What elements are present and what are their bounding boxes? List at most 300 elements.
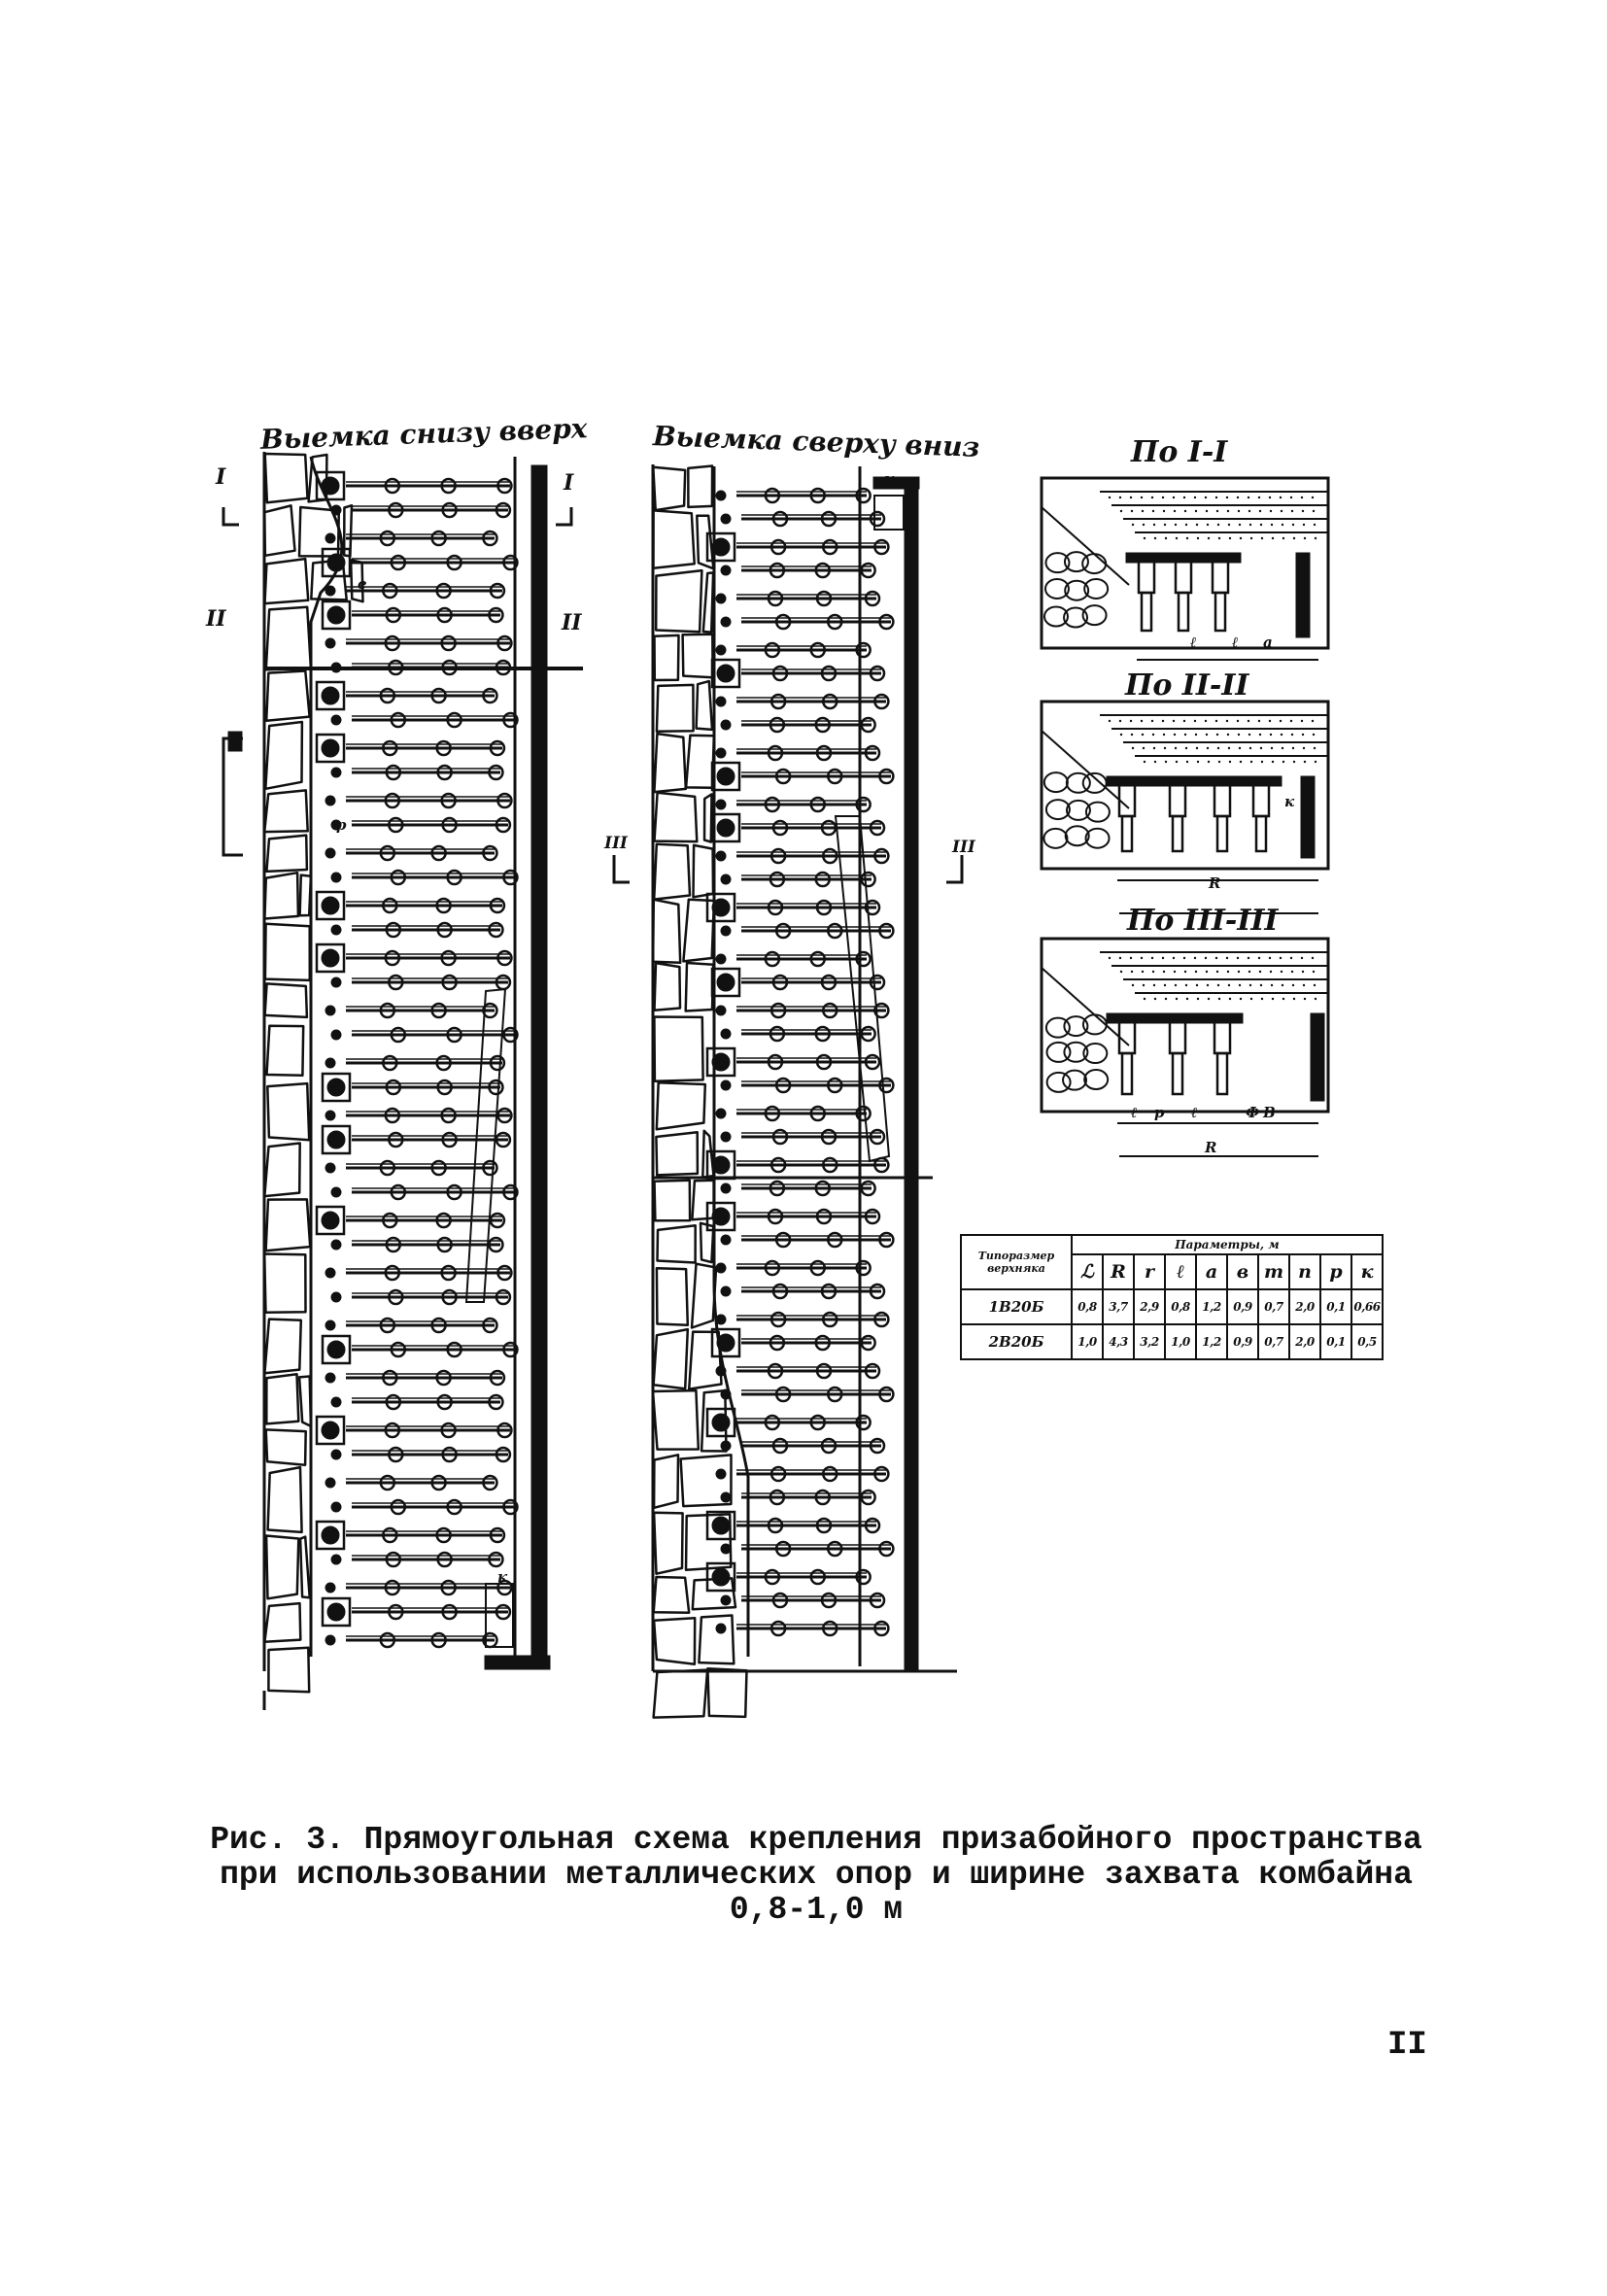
conveyor-base (486, 1657, 549, 1668)
stratum-dot (1130, 497, 1132, 498)
support-dot (718, 975, 734, 990)
rubble-stone (1083, 773, 1107, 793)
marker-block (229, 733, 241, 750)
stratum-dot (1215, 957, 1217, 959)
stratum-dot (1282, 761, 1284, 763)
dim-label-p: р (336, 816, 347, 834)
rubble-stone (1084, 1070, 1108, 1089)
rubble-stone (1047, 1073, 1071, 1092)
stratum-dot (1237, 957, 1239, 959)
stratum-dot (1216, 510, 1218, 512)
row-header-cell: Типоразмер верхняка (961, 1235, 1072, 1289)
stratum-dot (1143, 984, 1145, 986)
stratum-dot (1186, 998, 1188, 1000)
stratum-dot (1132, 747, 1134, 749)
gob-rubble (688, 466, 712, 507)
prop-lower (1173, 1053, 1182, 1094)
support-dot (713, 900, 729, 915)
section-title-2: По II-II (1125, 668, 1249, 703)
symbol-cell: a (1196, 1254, 1227, 1289)
rubble-stone (1082, 554, 1106, 573)
support-dot (722, 1287, 730, 1295)
gob-rubble (266, 836, 307, 872)
stratum-dot (1196, 747, 1198, 749)
stratum-dot (1216, 971, 1218, 973)
stratum-dot (1185, 524, 1187, 526)
support-dot (717, 1110, 725, 1117)
stratum-dot (1164, 984, 1166, 986)
support-dot (717, 749, 725, 757)
support-dot (713, 1209, 729, 1224)
stratum-dot (1130, 957, 1132, 959)
stratum-dot (1175, 524, 1177, 526)
gob-rubble (654, 734, 685, 792)
stratum-dot (1196, 984, 1198, 986)
stratum-dot (1142, 971, 1144, 973)
stratum-dot (1215, 720, 1217, 722)
parameters-table (960, 1234, 1384, 1360)
conveyor-bar (906, 478, 917, 1668)
stratum-dot (1282, 537, 1284, 539)
stratum-dot (1314, 524, 1316, 526)
stratum-dot (1215, 497, 1217, 498)
support-dot (722, 1545, 730, 1553)
gob-rubble (267, 1083, 309, 1140)
value-cell: 0,7 (1258, 1289, 1289, 1324)
support-dot (713, 539, 729, 555)
support-dot (328, 555, 344, 570)
gob-rubble (658, 1225, 696, 1262)
support-dot (722, 1184, 730, 1192)
section2-dim-R: R (1209, 874, 1221, 892)
value-cell: 3,2 (1134, 1324, 1165, 1359)
stratum-dot (1207, 524, 1209, 526)
gob-rubble (265, 454, 308, 502)
right-scheme-title: Выемка сверху вниз (652, 420, 980, 463)
stratum-dot (1194, 957, 1196, 959)
gob-rubble (265, 983, 307, 1017)
support-dot (323, 688, 338, 703)
stratum-dot (1164, 524, 1166, 526)
stratum-dot (1302, 971, 1304, 973)
stratum-dot (1144, 761, 1145, 763)
stratum-dot (1315, 998, 1316, 1000)
support-dot (332, 1503, 340, 1511)
section-title-3: По III-III (1127, 904, 1279, 938)
support-dot (717, 698, 725, 705)
prop-lower (1142, 593, 1151, 631)
gob-rubble (266, 607, 311, 670)
stratum-dot (1173, 497, 1175, 498)
prop-upper (1176, 562, 1191, 593)
support-dot (332, 1451, 340, 1458)
stratum-dot (1151, 720, 1153, 722)
stratum-dot (1154, 537, 1156, 539)
stratum-dot (1260, 524, 1262, 526)
stratum-dot (1250, 998, 1252, 1000)
stratum-dot (1197, 761, 1199, 763)
stratum-dot (1304, 761, 1306, 763)
support-dot (323, 1527, 338, 1543)
stratum-dot (1208, 537, 1210, 539)
stratum-dot (1226, 957, 1228, 959)
stratum-dot (1162, 720, 1164, 722)
support-dot (722, 721, 730, 729)
table-header-row (961, 1235, 1383, 1254)
stratum-dot (1217, 747, 1219, 749)
stratum-dot (1152, 510, 1154, 512)
stratum-dot (1196, 524, 1198, 526)
stratum-dot (1313, 971, 1315, 973)
stratum-dot (1165, 998, 1167, 1000)
stratum-dot (1290, 497, 1292, 498)
support-dot (326, 534, 334, 542)
stratum-dot (1144, 998, 1145, 1000)
stratum-dot (1271, 747, 1273, 749)
cross-sections (1042, 478, 1328, 1156)
rubble-stone (1063, 1071, 1086, 1090)
support-dot (722, 515, 730, 523)
stratum-dot (1197, 998, 1199, 1000)
stratum-dot (1282, 984, 1283, 986)
symbol-cell: r (1134, 1254, 1165, 1289)
section1-dim-a: а (1263, 634, 1273, 651)
gob-rubble (264, 1254, 305, 1313)
stratum-dot (1195, 971, 1197, 973)
gob-rubble (268, 1648, 309, 1693)
stratum-dot (1239, 524, 1241, 526)
gob-rubble (266, 1374, 298, 1423)
support-dot (713, 1054, 729, 1070)
support-dot (722, 875, 730, 883)
gob-rubble (692, 1181, 713, 1220)
support-dot (332, 1031, 340, 1039)
prop-upper (1170, 785, 1185, 816)
stratum-dot (1237, 497, 1239, 498)
stratum-dot (1291, 510, 1293, 512)
gob-rubble (299, 1377, 311, 1426)
stratum-dot (1186, 761, 1188, 763)
gob-rubble (686, 736, 714, 788)
gob-rubble (654, 1577, 690, 1613)
stratum-dot (1250, 537, 1252, 539)
stratum-dot (1227, 510, 1229, 512)
support-dot (722, 1596, 730, 1604)
gob-edge-line (311, 457, 342, 1657)
support-dot (717, 1264, 725, 1272)
support-dot (722, 1133, 730, 1141)
section3-dim-R: R (1205, 1139, 1217, 1156)
stratum-dot (1271, 524, 1273, 526)
stratum-dot (1258, 957, 1260, 959)
section-arrow (946, 855, 962, 882)
stratum-dot (1207, 747, 1209, 749)
stratum-dot (1153, 524, 1155, 526)
stratum-dot (1153, 747, 1155, 749)
stratum-dot (1238, 510, 1240, 512)
support-dot (326, 1164, 334, 1172)
support-dot (323, 950, 338, 966)
stratum-dot (1272, 537, 1274, 539)
support-dot (722, 1236, 730, 1244)
stratum-dot (1175, 984, 1177, 986)
symbol-cell: R (1103, 1254, 1134, 1289)
stratum-dot (1164, 747, 1166, 749)
stratum-dot (1154, 761, 1156, 763)
gob-rubble (265, 722, 302, 789)
section3-dim-l1: ℓ (1131, 1104, 1138, 1121)
face-wall (1302, 777, 1314, 857)
stratum-dot (1261, 998, 1263, 1000)
gob-rubble (694, 845, 714, 897)
face-wall (1297, 554, 1309, 636)
section-mark-right-1: I (564, 470, 574, 496)
stratum-dot (1258, 720, 1260, 722)
gob-rubble (655, 635, 679, 680)
value-cell: 0,1 (1320, 1324, 1351, 1359)
stratum-dot (1205, 720, 1207, 722)
value-cell: 0,5 (1351, 1324, 1383, 1359)
stratum-dot (1109, 720, 1111, 722)
value-cell: 2,9 (1134, 1289, 1165, 1324)
support-dot (332, 716, 340, 724)
support-dot (332, 874, 340, 881)
support-dot (323, 898, 338, 913)
value-cell: 0,8 (1072, 1289, 1103, 1324)
stratum-dot (1301, 497, 1303, 498)
section-mark-left-3: III (604, 834, 628, 853)
support-dot (323, 1422, 338, 1438)
support-dot (323, 740, 338, 756)
gob-rubble (264, 1144, 299, 1197)
gob-rubble (655, 1181, 691, 1221)
face-wall (1312, 1014, 1323, 1100)
left-scheme (223, 452, 583, 1710)
support-dot (326, 1584, 334, 1592)
dim-label-k-left: к (497, 1568, 508, 1586)
stratum-dot (1314, 984, 1316, 986)
gob-rubble (264, 1603, 300, 1642)
section3-dim-B: В (1263, 1104, 1276, 1121)
support-dot (713, 1415, 729, 1430)
stratum-dot (1131, 971, 1133, 973)
prop-upper (1214, 1022, 1230, 1053)
prop-lower (1173, 816, 1182, 851)
left-scheme-title: Выемка снизу вверх (259, 412, 588, 456)
stratum-dot (1229, 537, 1231, 539)
support-dot (722, 1030, 730, 1038)
stratum-dot (1229, 761, 1231, 763)
dim-label-k-right: к (884, 470, 895, 488)
stratum-dot (1271, 984, 1273, 986)
support-dot (717, 852, 725, 860)
prop-upper (1139, 562, 1154, 593)
caption-line-1: Рис. 3. Прямоугольная схема крепления призабойного пространства (210, 1822, 1422, 1858)
stratum-dot (1269, 957, 1271, 959)
section-arrow (223, 507, 239, 525)
gob-rubble (689, 1332, 721, 1389)
stratum-dot (1176, 998, 1178, 1000)
gob-rubble (654, 844, 690, 900)
stratum-dot (1141, 497, 1143, 498)
stratum-dot (1272, 761, 1274, 763)
stratum-dot (1282, 998, 1284, 1000)
stratum-dot (1141, 720, 1143, 722)
value-cell: 1,0 (1165, 1324, 1196, 1359)
gob-rubble (656, 1132, 698, 1175)
cave-line (1042, 968, 1129, 1045)
support-dot (722, 1493, 730, 1501)
gob-rubble (268, 1467, 302, 1532)
symbol-cell: ℒ (1072, 1254, 1103, 1289)
stratum-dot (1290, 720, 1292, 722)
stratum-dot (1228, 747, 1230, 749)
stratum-dot (1302, 510, 1304, 512)
stratum-dot (1315, 761, 1316, 763)
stratum-dot (1239, 984, 1241, 986)
stratum-dot (1186, 537, 1188, 539)
value-cell: 0,9 (1227, 1324, 1258, 1359)
stratum-dot (1228, 984, 1230, 986)
value-cell: 3,7 (1103, 1289, 1134, 1324)
gob-rubble (697, 681, 712, 730)
support-dot (328, 1079, 344, 1095)
stratum-dot (1218, 537, 1220, 539)
support-dot (717, 595, 725, 602)
stratum-dot (1248, 734, 1250, 736)
value-cell: 0,9 (1227, 1289, 1258, 1324)
support-dot (326, 587, 334, 595)
stratum-dot (1280, 957, 1282, 959)
stratum-dot (1258, 497, 1260, 498)
support-dot (332, 1293, 340, 1301)
section1-dim-l1: ℓ (1190, 634, 1197, 651)
support-dot (332, 1556, 340, 1563)
stratum-dot (1163, 734, 1165, 736)
stratum-dot (1226, 497, 1228, 498)
stratum-dot (1261, 761, 1263, 763)
stratum-dot (1163, 971, 1165, 973)
row-name-cell: 1В20Б (961, 1289, 1072, 1324)
stratum-dot (1154, 998, 1156, 1000)
support-dot (713, 1518, 729, 1533)
stratum-dot (1183, 957, 1185, 959)
stratum-dot (1292, 747, 1294, 749)
gob-rubble (656, 570, 701, 632)
gob-rubble (264, 790, 308, 832)
stratum-dot (1216, 734, 1218, 736)
gob-rubble (266, 1536, 298, 1599)
gob-rubble (654, 510, 695, 567)
stratum-dot (1153, 984, 1155, 986)
stratum-dot (1195, 510, 1197, 512)
stratum-dot (1208, 998, 1210, 1000)
stratum-dot (1293, 537, 1295, 539)
dim-label-e: е (358, 575, 367, 593)
gob-rubble (266, 1199, 311, 1251)
stratum-dot (1218, 998, 1220, 1000)
gob-rubble (704, 794, 712, 841)
stratum-dot (1217, 524, 1219, 526)
support-dot (717, 1470, 725, 1478)
section3-dim-p: р (1154, 1104, 1165, 1121)
prop-upper (1213, 562, 1228, 593)
prop-lower (1122, 816, 1132, 851)
caption-line-2: при использовании металлических опор и ширине захвата комбайна 0,8-1,0 м (220, 1857, 1413, 1928)
gob-rubble (654, 1455, 678, 1508)
section3-dim-F: Ф (1246, 1104, 1260, 1121)
stratum-dot (1270, 971, 1272, 973)
gob-rubble (707, 1668, 746, 1717)
stratum-dot (1272, 998, 1274, 1000)
prop-lower (1215, 593, 1225, 631)
symbol-cell: m (1258, 1254, 1289, 1289)
support-dot (717, 1316, 725, 1323)
stratum-dot (1261, 537, 1263, 539)
stratum-dot (1303, 747, 1305, 749)
section2-dim-k: к (1284, 793, 1295, 810)
row-name-cell: 2В20Б (961, 1324, 1072, 1359)
support-dot (713, 1157, 729, 1173)
stratum-dot (1238, 734, 1240, 736)
stratum-dot (1226, 720, 1228, 722)
stratum-dot (1304, 998, 1306, 1000)
support-dot (718, 1335, 734, 1351)
prop-upper (1170, 1022, 1185, 1053)
stratum-dot (1119, 720, 1121, 722)
stratum-dot (1239, 747, 1241, 749)
conveyor-bar (532, 466, 546, 1666)
stratum-dot (1282, 524, 1283, 526)
stratum-dot (1292, 984, 1294, 986)
stratum-dot (1176, 537, 1178, 539)
support-dot (717, 1007, 725, 1014)
stratum-dot (1302, 734, 1304, 736)
prop-upper (1214, 785, 1230, 816)
gob-rubble (264, 873, 298, 918)
stratum-dot (1248, 510, 1250, 512)
stratum-dot (1208, 761, 1210, 763)
support-dot (328, 1604, 344, 1620)
gob-rubble (683, 900, 714, 962)
stratum-dot (1260, 747, 1262, 749)
stratum-dot (1141, 957, 1143, 959)
stratum-dot (1248, 971, 1250, 973)
figure-caption (204, 1823, 1428, 1928)
stratum-dot (1280, 720, 1282, 722)
support-dot (722, 566, 730, 574)
stratum-dot (1143, 524, 1145, 526)
stratum-dot (1205, 497, 1207, 498)
gob-rubble (265, 559, 309, 603)
stratum-dot (1312, 720, 1314, 722)
value-cell: 0,7 (1258, 1324, 1289, 1359)
section1-dim-l2: ℓ (1232, 634, 1239, 651)
gob-rubble (655, 793, 698, 841)
gob-rubble (653, 467, 685, 510)
table-row (961, 1324, 1383, 1359)
support-dot (332, 978, 340, 986)
gob-rubble (699, 1616, 734, 1664)
support-dot (332, 1241, 340, 1249)
stratum-dot (1282, 747, 1283, 749)
stratum-dot (1312, 957, 1314, 959)
stratum-dot (1205, 957, 1207, 959)
support-dot (326, 797, 334, 805)
symbol-cell: n (1289, 1254, 1320, 1289)
support-dot (332, 926, 340, 934)
stratum-dot (1314, 747, 1316, 749)
